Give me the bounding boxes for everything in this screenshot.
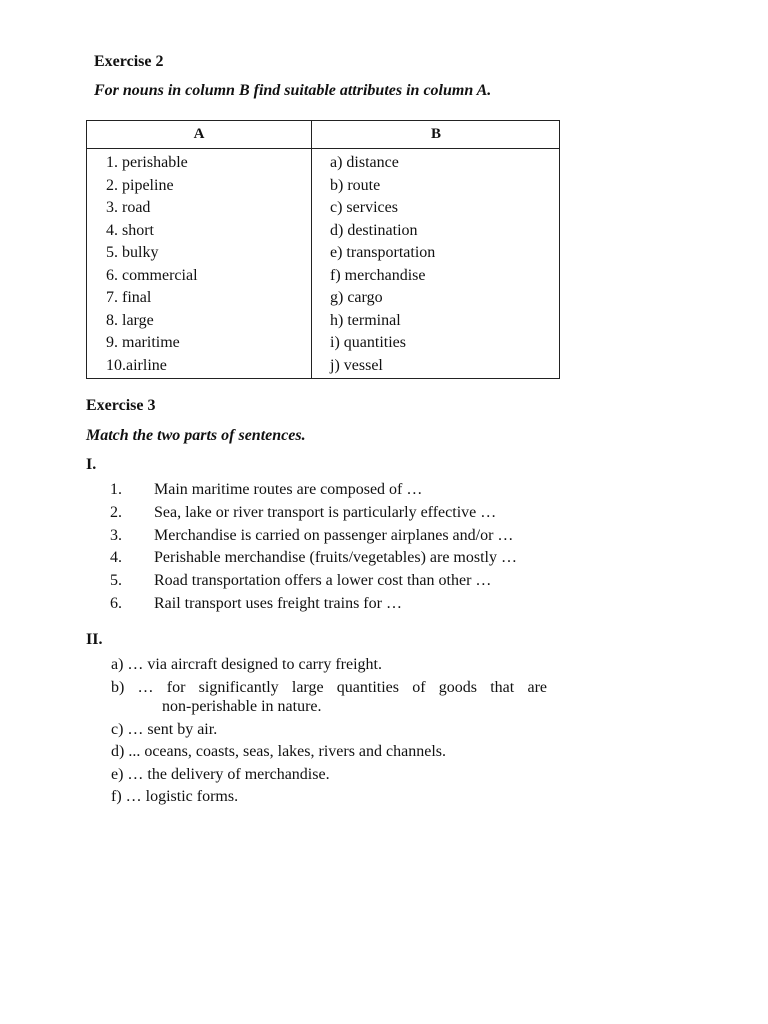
sentence-text: Sea, lake or river transport is particularly effective … — [154, 503, 497, 521]
sentence-ending-b — [111, 677, 547, 719]
sentence-text: Merchandise is carried on passenger airplanes and/or … — [154, 526, 514, 544]
sentence-ending-a: a) … via aircraft designed to carry freight. — [111, 656, 382, 673]
column-a-item: 2. pipeline — [106, 176, 174, 194]
sentence-beginning — [110, 570, 517, 593]
column-b-list — [330, 152, 435, 377]
column-a-header: A — [193, 126, 205, 142]
column-b-item: e) transportation — [330, 244, 436, 261]
sentence-text: Perishable merchandise (fruits/vegetables) are mostly … — [154, 549, 517, 567]
sentence-beginnings-list — [110, 479, 517, 616]
column-b-item: j) vessel — [330, 356, 383, 374]
column-a-item: 8. large — [106, 311, 154, 329]
sentence-number: 1. — [110, 481, 122, 498]
column-b-item: g) cargo — [330, 289, 383, 306]
sentence-text: Road transportation offers a lower cost than other … — [154, 572, 492, 590]
column-a-item: 7. final — [106, 289, 152, 306]
sentence-ending-c: c) … sent by air. — [111, 720, 218, 738]
sentence-number: 5. — [110, 572, 122, 590]
sentence-beginning — [110, 547, 517, 570]
sentence-ending-d: d) ... oceans, coasts, seas, lakes, rivers and channels. — [111, 743, 446, 760]
header-divider — [87, 148, 559, 149]
column-a-item: 6. commercial — [106, 266, 198, 284]
sentence-text: Main maritime routes are composed of … — [154, 481, 423, 498]
column-a-item: 10.airline — [106, 356, 167, 374]
column-b-header: B — [430, 126, 441, 142]
column-a-list — [106, 152, 198, 377]
column-b-item: c) services — [330, 199, 398, 216]
sentence-ending-e: e) … the delivery of merchandise. — [111, 765, 330, 783]
sentence-endings-list — [111, 654, 547, 809]
sentence-number: 3. — [110, 526, 122, 544]
sentence-ending-f: f) … logistic forms. — [111, 788, 239, 805]
sentence-number: 6. — [110, 594, 122, 612]
part-1-label: I. — [86, 456, 97, 473]
column-b-item: i) quantities — [330, 334, 406, 351]
exercise-3-instruction: Match the two parts of sentences. — [86, 427, 306, 444]
column-a-item: 5. bulky — [106, 244, 159, 261]
sentence-number: 4. — [110, 549, 122, 567]
sentence-beginning — [110, 502, 517, 525]
column-a-item: 4. short — [106, 221, 154, 239]
exercise-2-instruction: For nouns in column B find suitable attributes in column A. — [94, 82, 492, 99]
column-a-item: 1. perishable — [106, 154, 188, 171]
column-b-item: f) merchandise — [330, 266, 426, 284]
sentence-beginning — [110, 525, 517, 548]
column-a-item: 3. road — [106, 199, 151, 216]
column-b-item: a) distance — [330, 154, 399, 171]
column-a-item: 9. maritime — [106, 334, 180, 351]
sentence-beginning — [110, 593, 517, 616]
column-b-item: d) destination — [330, 221, 418, 239]
column-divider — [311, 121, 312, 378]
part-2-label: II. — [86, 631, 103, 648]
matching-table — [86, 120, 560, 379]
column-b-item: h) terminal — [330, 311, 401, 329]
sentence-text: Rail transport uses freight trains for … — [154, 594, 402, 612]
sentence-number: 2. — [110, 503, 122, 521]
exercise-2-title: Exercise 2 — [94, 53, 164, 70]
sentence-ending-b-line2: non-perishable in nature. — [162, 698, 322, 715]
exercise-3-title: Exercise 3 — [86, 397, 156, 414]
sentence-ending-b-line1: b) … for significantly large quantities of goods that are — [111, 678, 547, 696]
sentence-beginning — [110, 479, 517, 502]
column-b-item: b) route — [330, 176, 381, 194]
